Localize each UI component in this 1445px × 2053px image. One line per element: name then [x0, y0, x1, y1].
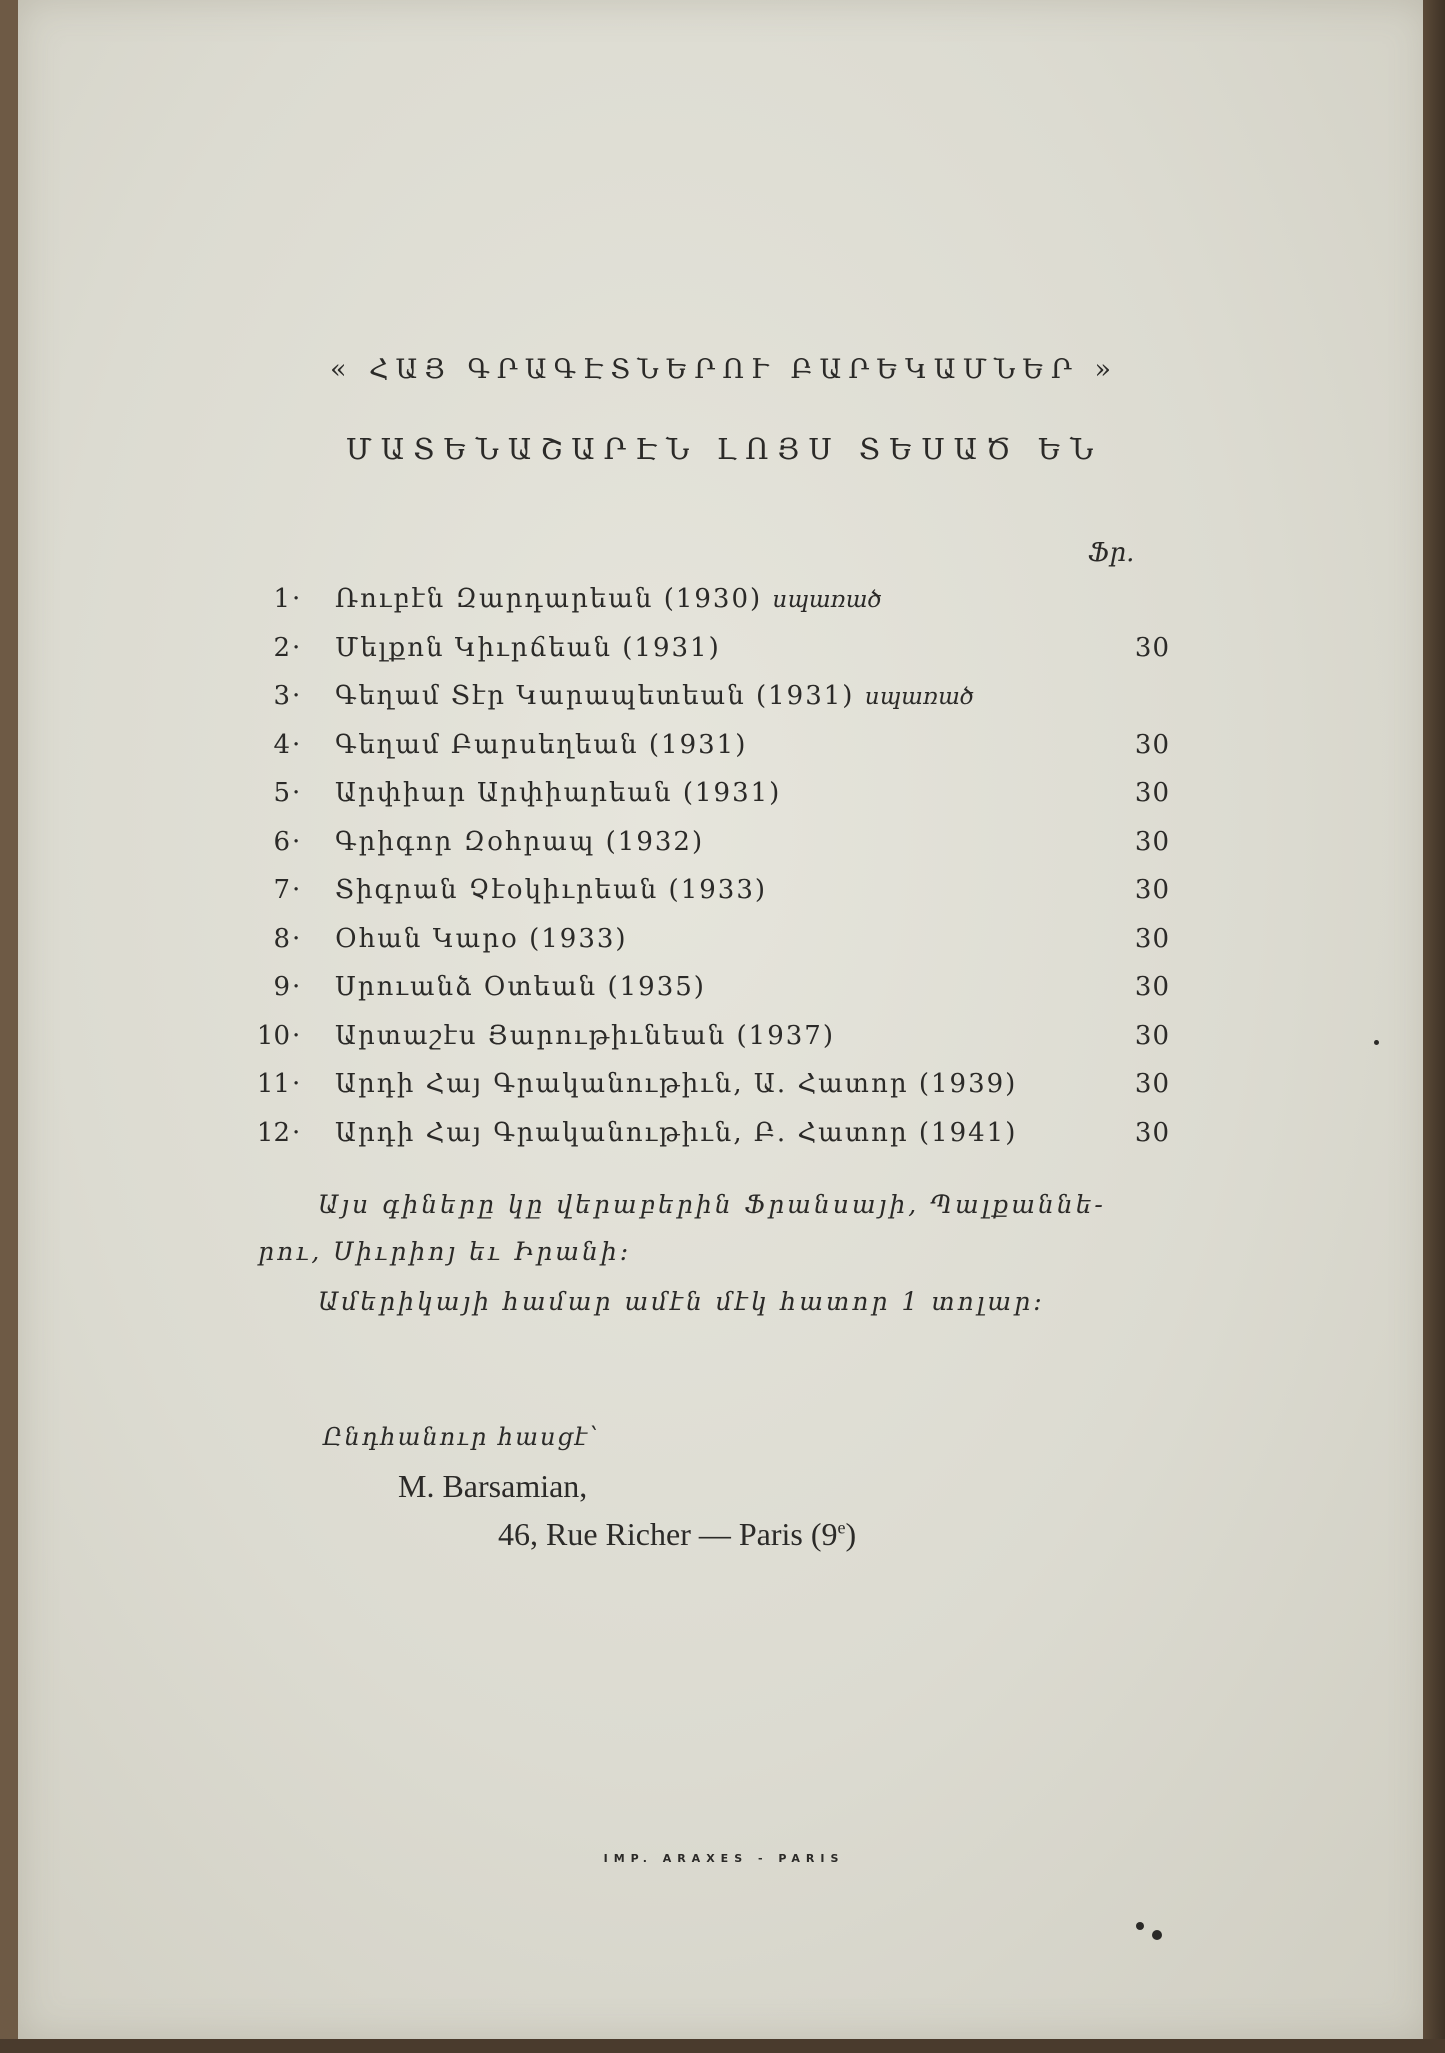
book-title-text: Արտաշէս Յարութիւնեան (1937) [335, 1020, 835, 1051]
book-title [335, 681, 974, 711]
note-line-1: Այս գիները կը վերաբերին Ֆրանսայի, Պալքաննե- [318, 1190, 1106, 1219]
book-price: 30 [1134, 1117, 1170, 1148]
book-title-text: Գեղամ Բարսեղեան (1931) [335, 729, 748, 760]
book-row [250, 681, 1170, 730]
book-title [335, 633, 721, 663]
book-price: 30 [1134, 1020, 1170, 1051]
book-number: 1 [273, 584, 290, 614]
note-line-3: Ամերիկայի համար ամէն մէկ հատոր 1 տոլար։ [318, 1287, 1045, 1316]
book-title-text: Օհան Կարօ (1933) [335, 923, 628, 954]
book-price: 30 [1134, 778, 1170, 808]
book-title [335, 1021, 835, 1051]
book-row [250, 633, 1170, 682]
book-title [335, 972, 706, 1002]
ink-speck [1374, 1040, 1379, 1045]
number-dot: · [292, 826, 303, 857]
book-title-text: Տիգրան Չէօկիւրեան (1933) [335, 875, 768, 905]
book-number: 6 [273, 826, 290, 857]
book-title [335, 924, 628, 954]
number-dot: · [292, 972, 303, 1002]
number-dot: · [292, 681, 303, 711]
book-title [335, 875, 767, 905]
book-note: սպառած [864, 684, 975, 710]
address-text: 46, Rue Richer — Paris (9 [498, 1516, 838, 1552]
book-title-text: Գեղամ Տէր Կարապետեան (1931) [335, 681, 855, 711]
number-dot: · [292, 1117, 303, 1148]
book-number: 12 [256, 1117, 290, 1148]
number-dot: · [292, 923, 303, 954]
book-title-text: Արդի Հայ Գրականութիւն, Բ. Հատոր (1941) [335, 1117, 1018, 1148]
book-number: 2 [273, 632, 290, 663]
book-price: 30 [1134, 729, 1170, 760]
book-title-text: Գրիգոր Զօհրապ (1932) [335, 826, 705, 857]
series-title: « ՀԱՅ ԳՐԱԳԷՏՆԵՐՈՒ ԲԱՐԵԿԱՄՆԵՐ » [329, 354, 1119, 385]
number-dot: · [292, 875, 303, 905]
subtitle: ՄԱՏԵՆԱՇԱՐԷՆ ԼՈՅՍ ՏԵՍԱԾ ԵՆ [345, 432, 1103, 466]
contact-label: Ընդհանուր հասցէ՝ [323, 1423, 600, 1451]
book-price: 30 [1134, 826, 1170, 857]
book-title-text: Ռուբէն Զարդարեան (1930) [335, 584, 763, 614]
number-dot: · [292, 1020, 303, 1051]
number-dot: · [292, 729, 303, 760]
cover-edge-bottom [0, 2039, 1445, 2053]
contact-address [498, 1516, 856, 1553]
note-line-2: րու, Սիւրիոյ եւ Իրանի։ [258, 1237, 632, 1266]
book-row [250, 584, 1170, 633]
book-title [335, 827, 704, 857]
book-number: 4 [273, 729, 290, 760]
book-title-text: Մելքոն Կիւրճեան (1931) [335, 632, 721, 663]
book-row [250, 1118, 1170, 1167]
book-row [250, 827, 1170, 876]
number-dot: · [292, 632, 303, 663]
book-row [250, 730, 1170, 779]
book-title [335, 1069, 1017, 1099]
number-dot: · [292, 584, 303, 614]
book-title [335, 778, 781, 808]
book-number: 9 [273, 972, 290, 1002]
book-price: 30 [1134, 632, 1170, 663]
book-row [250, 875, 1170, 924]
book-number: 7 [273, 875, 290, 905]
book-number: 5 [273, 778, 290, 808]
cover-edge-right [1423, 0, 1445, 2053]
document-page [18, 0, 1430, 2040]
book-title-text: Արդի Հայ Գրականութիւն, Ա. Հատոր (1939) [335, 1069, 1018, 1099]
book-number: 11 [256, 1069, 290, 1099]
ink-speck [1152, 1930, 1162, 1940]
book-row [250, 778, 1170, 827]
book-note: սպառած [772, 587, 882, 613]
book-number: 10 [256, 1020, 290, 1051]
number-dot: · [292, 1069, 303, 1099]
book-title-text: Արփիար Արփիարեան (1931) [335, 778, 782, 808]
address-end: ) [845, 1516, 857, 1552]
book-number: 8 [273, 923, 290, 954]
book-price: 30 [1134, 875, 1170, 905]
book-title-text: Սրուանձ Օտեան (1935) [335, 972, 706, 1002]
book-row [250, 924, 1170, 973]
book-title [335, 730, 747, 760]
number-dot: · [292, 778, 303, 808]
book-row [250, 1021, 1170, 1070]
price-column-label: Ֆր. [1088, 538, 1135, 568]
contact-name: M. Barsamian, [398, 1468, 588, 1504]
book-number: 3 [273, 681, 290, 711]
book-row [250, 1069, 1170, 1118]
book-title [335, 584, 882, 614]
printer-imprint: IMP. ARAXES - PARIS [603, 1852, 845, 1865]
book-price: 30 [1134, 923, 1170, 954]
book-price: 30 [1134, 972, 1170, 1002]
book-row [250, 972, 1170, 1021]
ink-speck [1136, 1922, 1144, 1930]
book-list [250, 584, 1170, 1166]
book-price: 30 [1134, 1069, 1170, 1099]
book-title [335, 1118, 1017, 1148]
address-superscript: e [837, 1517, 846, 1538]
